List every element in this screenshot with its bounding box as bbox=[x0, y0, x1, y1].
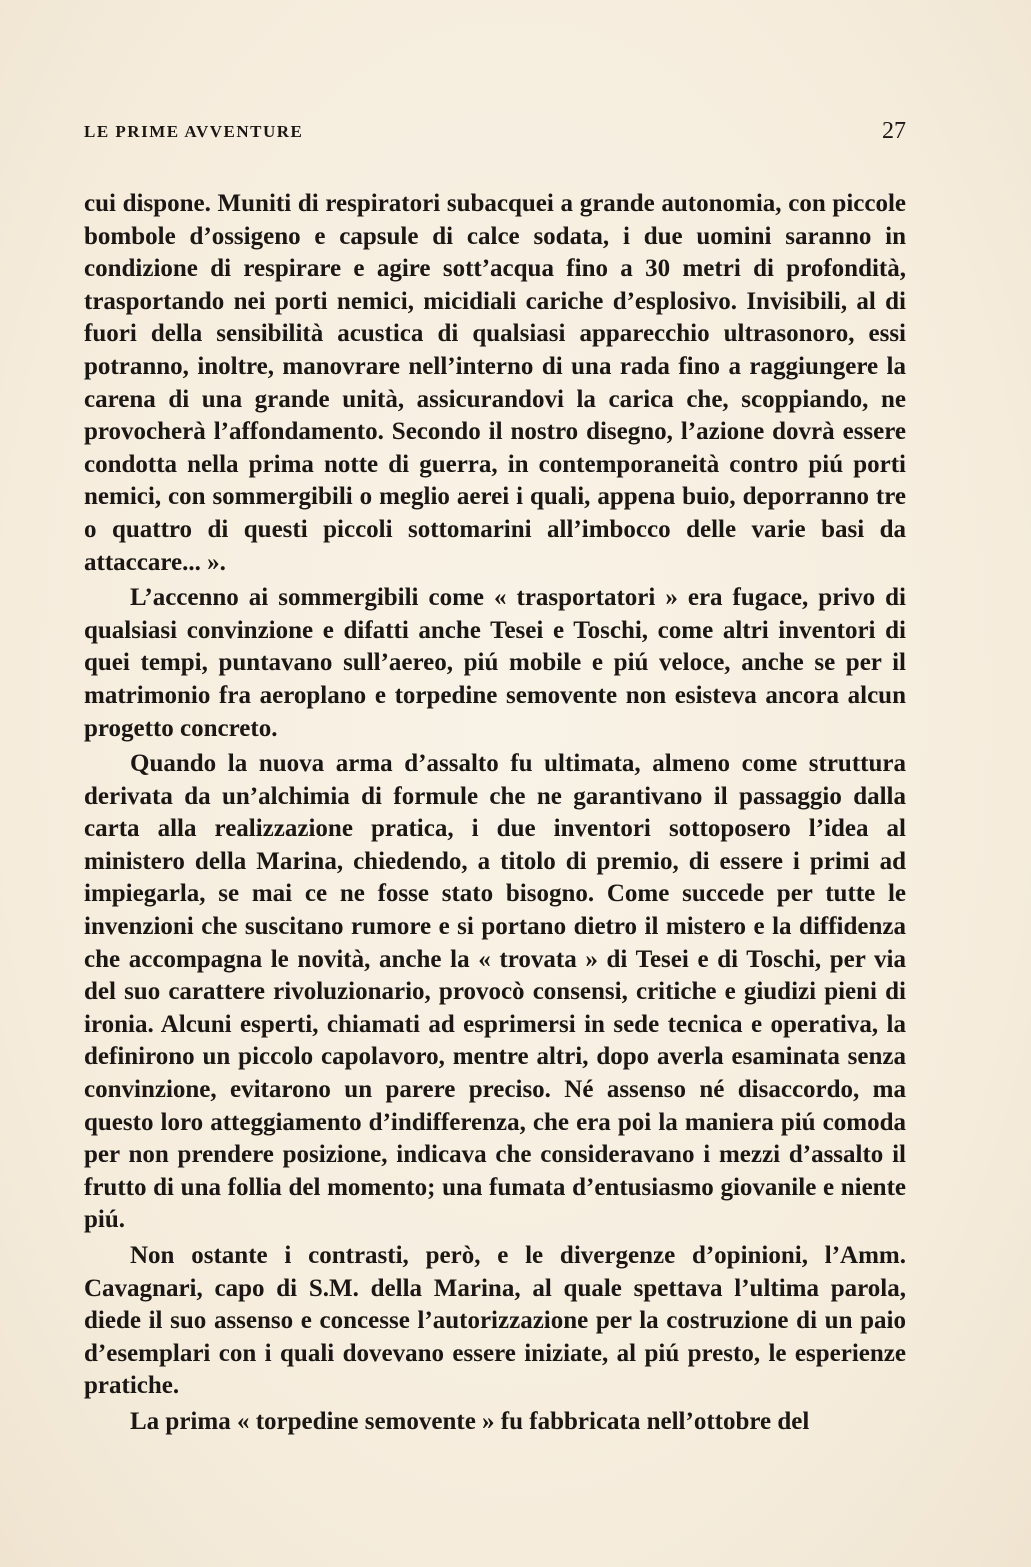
paragraph-1: cui dispone. Muniti di respiratori subacquei a grande autonomia, con piccole bombole d’ossigeno e capsule di calce sodata, i due uomini saranno in condizione di respirare e agire sott’acqua fino a 30 metri di profondità, trasportando nei porti nemici, micidiali cariche d’esplosivo. Invisibili, al di fuori della sensibilità acustica di qualsiasi apparecchio ultrasonoro, essi potranno, inoltre, manovrare nell’interno di una rada fino a raggiungere la carena di una grande unità, assicurandovi la carica che, scoppiando, ne provocherà l’affondamento. Secondo il nostro disegno, l’azione dovrà essere condotta nella prima notte di guerra, in contemporaneità contro piú porti nemici, con sommergibili o meglio aerei i quali, appena buio, deporranno tre o quattro di questi piccoli sottomarini all’imbocco delle varie basi da attaccare... ». bbox=[84, 190, 906, 576]
paragraph-4: Non ostante i contrasti, però, e le divergenze d’opinioni, l’Amm. Cavagnari, capo di S.M. della Marina, al quale spettava l’ultima parola, diede il suo assenso e concesse l’autorizzazione per la costruzione di un paio d’esemplari con i quali dovevano essere iniziate, al piú presto, le esperienze pratiche. bbox=[84, 1242, 906, 1400]
paragraph-5: La prima « torpedine semovente » fu fabbricata nell’ottobre del bbox=[130, 1407, 810, 1435]
chapter-title: LE PRIME AVVENTURE bbox=[84, 122, 304, 141]
paragraph-3: Quando la nuova arma d’assalto fu ultimata, almeno come struttura derivata da un’alchimia di formule che ne garantivano il passaggio dalla carta alla realizzazione pratica, i due inventori sottoposero l’idea al ministero della Marina, chiedendo, a titolo di premio, di essere i primi ad impiegarla, se mai ce ne fosse stato bisogno. Come succede per tutte le invenzioni che suscitano rumore e si portano dietro il mistero e la diffidenza che accompagna le novità, anche la « trovata » di Tesei e di Toschi, per via del suo carattere rivoluzionario, provocò consensi, critiche e giudizi pieni di ironia. Alcuni esperti, chiamati ad esprimersi in sede tecnica e operativa, la definirono un piccolo capolavoro, mentre altri, dopo averla esaminata senza convinzione, evitarono un parere preciso. Né assenso né disaccordo, ma questo loro atteggiamento d’indifferenza, che era poi la maniera piú comoda per non prendere posizione, indicava che consideravano i mezzi d’assalto il frutto di una follia del momento; una fumata d’entusiasmo giovanile e niente piú. bbox=[84, 750, 906, 1234]
running-head bbox=[84, 118, 906, 148]
page-number: 27 bbox=[882, 118, 906, 144]
body-text bbox=[84, 188, 906, 1439]
paragraph-2: L’accenno ai sommergibili come « trasportatori » era fugace, privo di qualsiasi convinzione e difatti anche Tesei e Toschi, come altri inventori di quei tempi, puntavano sull’aereo, piú mobile e piú veloce, anche se per il matrimonio fra aeroplano e torpedine semovente non esisteva ancora alcun progetto concreto. bbox=[84, 584, 906, 742]
